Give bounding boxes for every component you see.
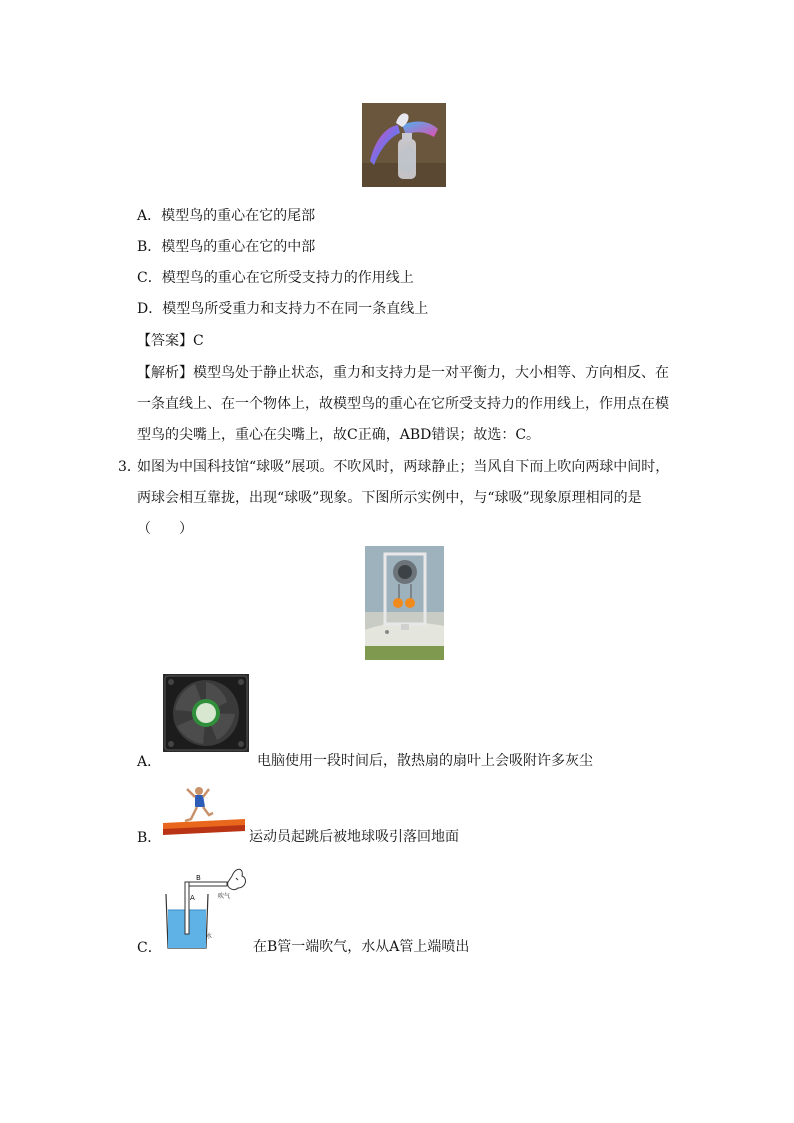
q2-analysis-line1 bbox=[137, 365, 669, 381]
q2-option-c: C．模型鸟的重心在它所受支持力的作用线上 bbox=[137, 270, 414, 286]
q3-option-b-letter: B． bbox=[137, 830, 162, 846]
q2-option-a: A．模型鸟的重心在它的尾部 bbox=[137, 208, 316, 224]
q3-stem-line1: 如图为中国科技馆“球吸”展项。不吹风时，两球静止；当风自下而上吹向两球中间时， bbox=[137, 459, 670, 475]
q2-analysis-line2: 一条直线上、在一个物体上，故模型鸟的重心在它所受支持力的作用线上，作用点在模 bbox=[137, 396, 669, 412]
balancing-bird-photo bbox=[362, 103, 446, 187]
q2-option-b: B．模型鸟的重心在它的中部 bbox=[137, 239, 316, 255]
q3-option-b-text: 运动员起跳后被地球吸引落回地面 bbox=[249, 829, 459, 845]
q3-stem-line2: 两球会相互靠拢，出现“球吸”现象。下图所示实例中，与“球吸”现象原理相同的是 bbox=[137, 490, 642, 506]
answer-value: C bbox=[193, 333, 204, 349]
analysis-text: 模型鸟处于静止状态，重力和支持力是一对平衡力，大小相等、方向相反、在 bbox=[193, 365, 669, 381]
diagram-label-a: A bbox=[190, 894, 195, 902]
answer-label: 【答案】 bbox=[137, 333, 193, 349]
athlete-jumping-image bbox=[163, 785, 245, 845]
beaker-tube-diagram bbox=[158, 860, 250, 952]
q3-option-c-letter: C． bbox=[137, 940, 162, 956]
ball-suction-exhibit-photo bbox=[365, 546, 444, 660]
q3-option-a-letter: A． bbox=[137, 754, 162, 770]
diagram-label-b: B bbox=[196, 874, 201, 882]
cooling-fan-photo bbox=[163, 674, 249, 752]
q3-option-c-text: 在B管一端吹气，水从A管上端喷出 bbox=[253, 939, 470, 955]
q3-number: 3． bbox=[118, 459, 141, 475]
q2-answer bbox=[137, 333, 204, 349]
diagram-label-water: 水 bbox=[206, 933, 213, 940]
q2-analysis-line3: 型鸟的尖嘴上，重心在尖嘴上，故C正确，ABD错误；故选：C。 bbox=[137, 427, 541, 443]
q3-stem-line3: （ ） bbox=[137, 521, 193, 537]
diagram-label-blow: 吹气 bbox=[218, 893, 231, 900]
q3-option-a-text: 电脑使用一段时间后，散热扇的扇叶上会吸附许多灰尘 bbox=[257, 753, 593, 769]
analysis-label: 【解析】 bbox=[137, 365, 193, 381]
q2-option-d: D．模型鸟所受重力和支持力不在同一条直线上 bbox=[137, 301, 429, 317]
